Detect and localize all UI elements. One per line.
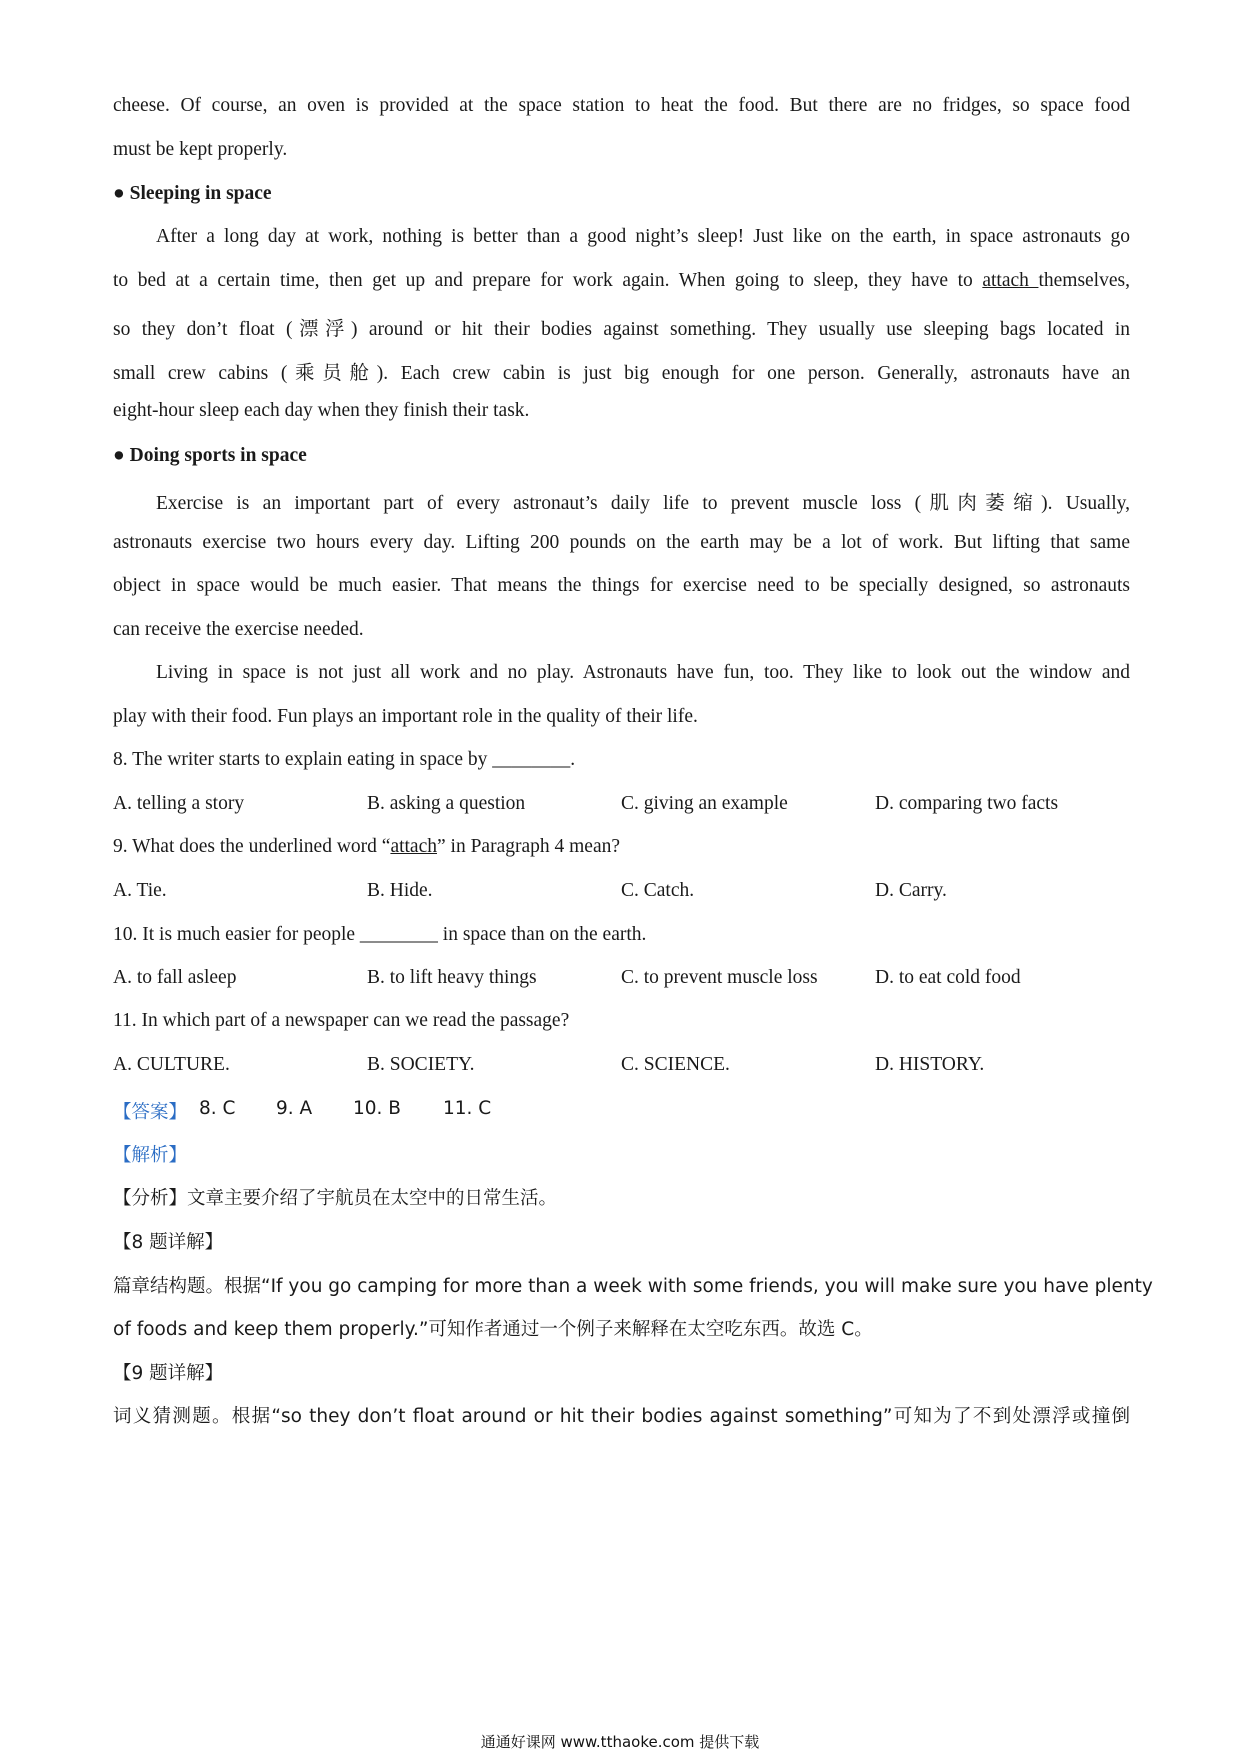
question-9-underlined-word: attach (390, 836, 437, 857)
passage-line: cheese. Of course, an oven is provided at the space station to heat the food. But there are no fridges, so space food (113, 95, 1130, 116)
question-10-option-c: C. to prevent muscle loss (621, 967, 818, 988)
passage-line (113, 270, 1130, 292)
answer-line (113, 1098, 492, 1124)
passage-line: Living in space is not just all work and no play. Astronauts have fun, too. They like to look out the window and (156, 662, 1130, 683)
q8-detail-line: 篇章结构题。根据“If you go camping for more than a week with some friends, you will make sure you have plenty (113, 1276, 1153, 1297)
page-footer: 通通好课网 www.tthaoke.com 提供下载 (480, 1733, 760, 1751)
question-11-option-c: C. SCIENCE. (621, 1054, 730, 1075)
question-9-option-d: D. Carry. (875, 880, 947, 901)
underlined-word-attach: attach (982, 270, 1039, 291)
question-9-text: 9. What does the underlined word “ (113, 836, 391, 857)
passage-line: can receive the exercise needed. (113, 619, 364, 640)
question-10-stem: 10. It is much easier for people ________ in space than on the earth. (113, 924, 647, 945)
question-9-text: ” in Paragraph 4 mean? (437, 836, 621, 857)
q9-detail-line: 词义猜测题。根据“so they don’t float around or hit their bodies against something”可知为了不到处漂浮或撞倒 (113, 1406, 1130, 1427)
passage-line: Exercise is an important part of every astronaut’s daily life to prevent muscle loss (肌肉萎缩). Usually, (156, 493, 1130, 514)
question-9-option-c: C. Catch. (621, 880, 695, 901)
question-8-option-c: C. giving an example (621, 793, 788, 814)
section-heading-sleeping: ● Sleeping in space (113, 183, 272, 204)
passage-line: eight-hour sleep each day when they finish their task. (113, 400, 530, 421)
question-8-option-a: A. telling a story (113, 793, 245, 814)
passage-line: astronauts exercise two hours every day. Lifting 200 pounds on the earth may be a lot of work. But lifting that same (113, 532, 1130, 553)
question-11-option-a: A. CULTURE. (113, 1054, 230, 1075)
question-10-option-a: A. to fall asleep (113, 967, 237, 988)
passage-line: object in space would be much easier. That means the things for exercise need to be specially designed, so astronauts (113, 575, 1130, 596)
question-9-stem (113, 836, 620, 858)
question-9-option-b: B. Hide. (367, 880, 433, 901)
section-heading-sports: ● Doing sports in space (113, 445, 307, 466)
passage-line: After a long day at work, nothing is better than a good night’s sleep! Just like on the earth, in space astronauts go (156, 226, 1130, 247)
question-11-stem: 11. In which part of a newspaper can we read the passage? (113, 1010, 570, 1031)
q9-detail-heading: 【9 题详解】 (113, 1363, 224, 1384)
q8-detail-heading: 【8 题详解】 (113, 1232, 224, 1253)
question-10-option-b: B. to lift heavy things (367, 967, 537, 988)
question-10-option-d: D. to eat cold food (875, 967, 1021, 988)
q8-detail-line: of foods and keep them properly.”可知作者通过一个例子来解释在太空吃东西。故选 C。 (113, 1319, 873, 1340)
passage-text: themselves, (1038, 270, 1130, 291)
answer-label: 【答案】 (113, 1102, 188, 1123)
question-9-option-a: A. Tie. (113, 880, 167, 901)
answer-9: 9. A (276, 1098, 313, 1119)
passage-line: play with their food. Fun plays an important role in the quality of their life. (113, 706, 698, 727)
passage-line: must be kept properly. (113, 139, 288, 160)
answer-8: 8. C (199, 1098, 236, 1119)
question-11-option-d: D. HISTORY. (875, 1054, 985, 1075)
passage-text: to bed at a certain time, then get up and prepare for work again. When going to sleep, they have to (113, 270, 983, 291)
passage-line: small crew cabins (乘员舱). Each crew cabin is just big enough for one person. Generally, astronauts have an (113, 363, 1130, 384)
answer-11: 11. C (443, 1098, 492, 1119)
analysis-summary: 【分析】文章主要介绍了宇航员在太空中的日常生活。 (113, 1188, 558, 1209)
question-8-option-d: D. comparing two facts (875, 793, 1059, 814)
analysis-label: 【解析】 (113, 1145, 188, 1166)
passage-line: so they don’t float (漂浮) around or hit their bodies against something. They usually use sleeping bags located in (113, 319, 1130, 340)
question-11-option-b: B. SOCIETY. (367, 1054, 475, 1075)
question-8-option-b: B. asking a question (367, 793, 526, 814)
question-8-stem: 8. The writer starts to explain eating in space by ________. (113, 749, 576, 770)
answer-10: 10. B (353, 1098, 401, 1119)
